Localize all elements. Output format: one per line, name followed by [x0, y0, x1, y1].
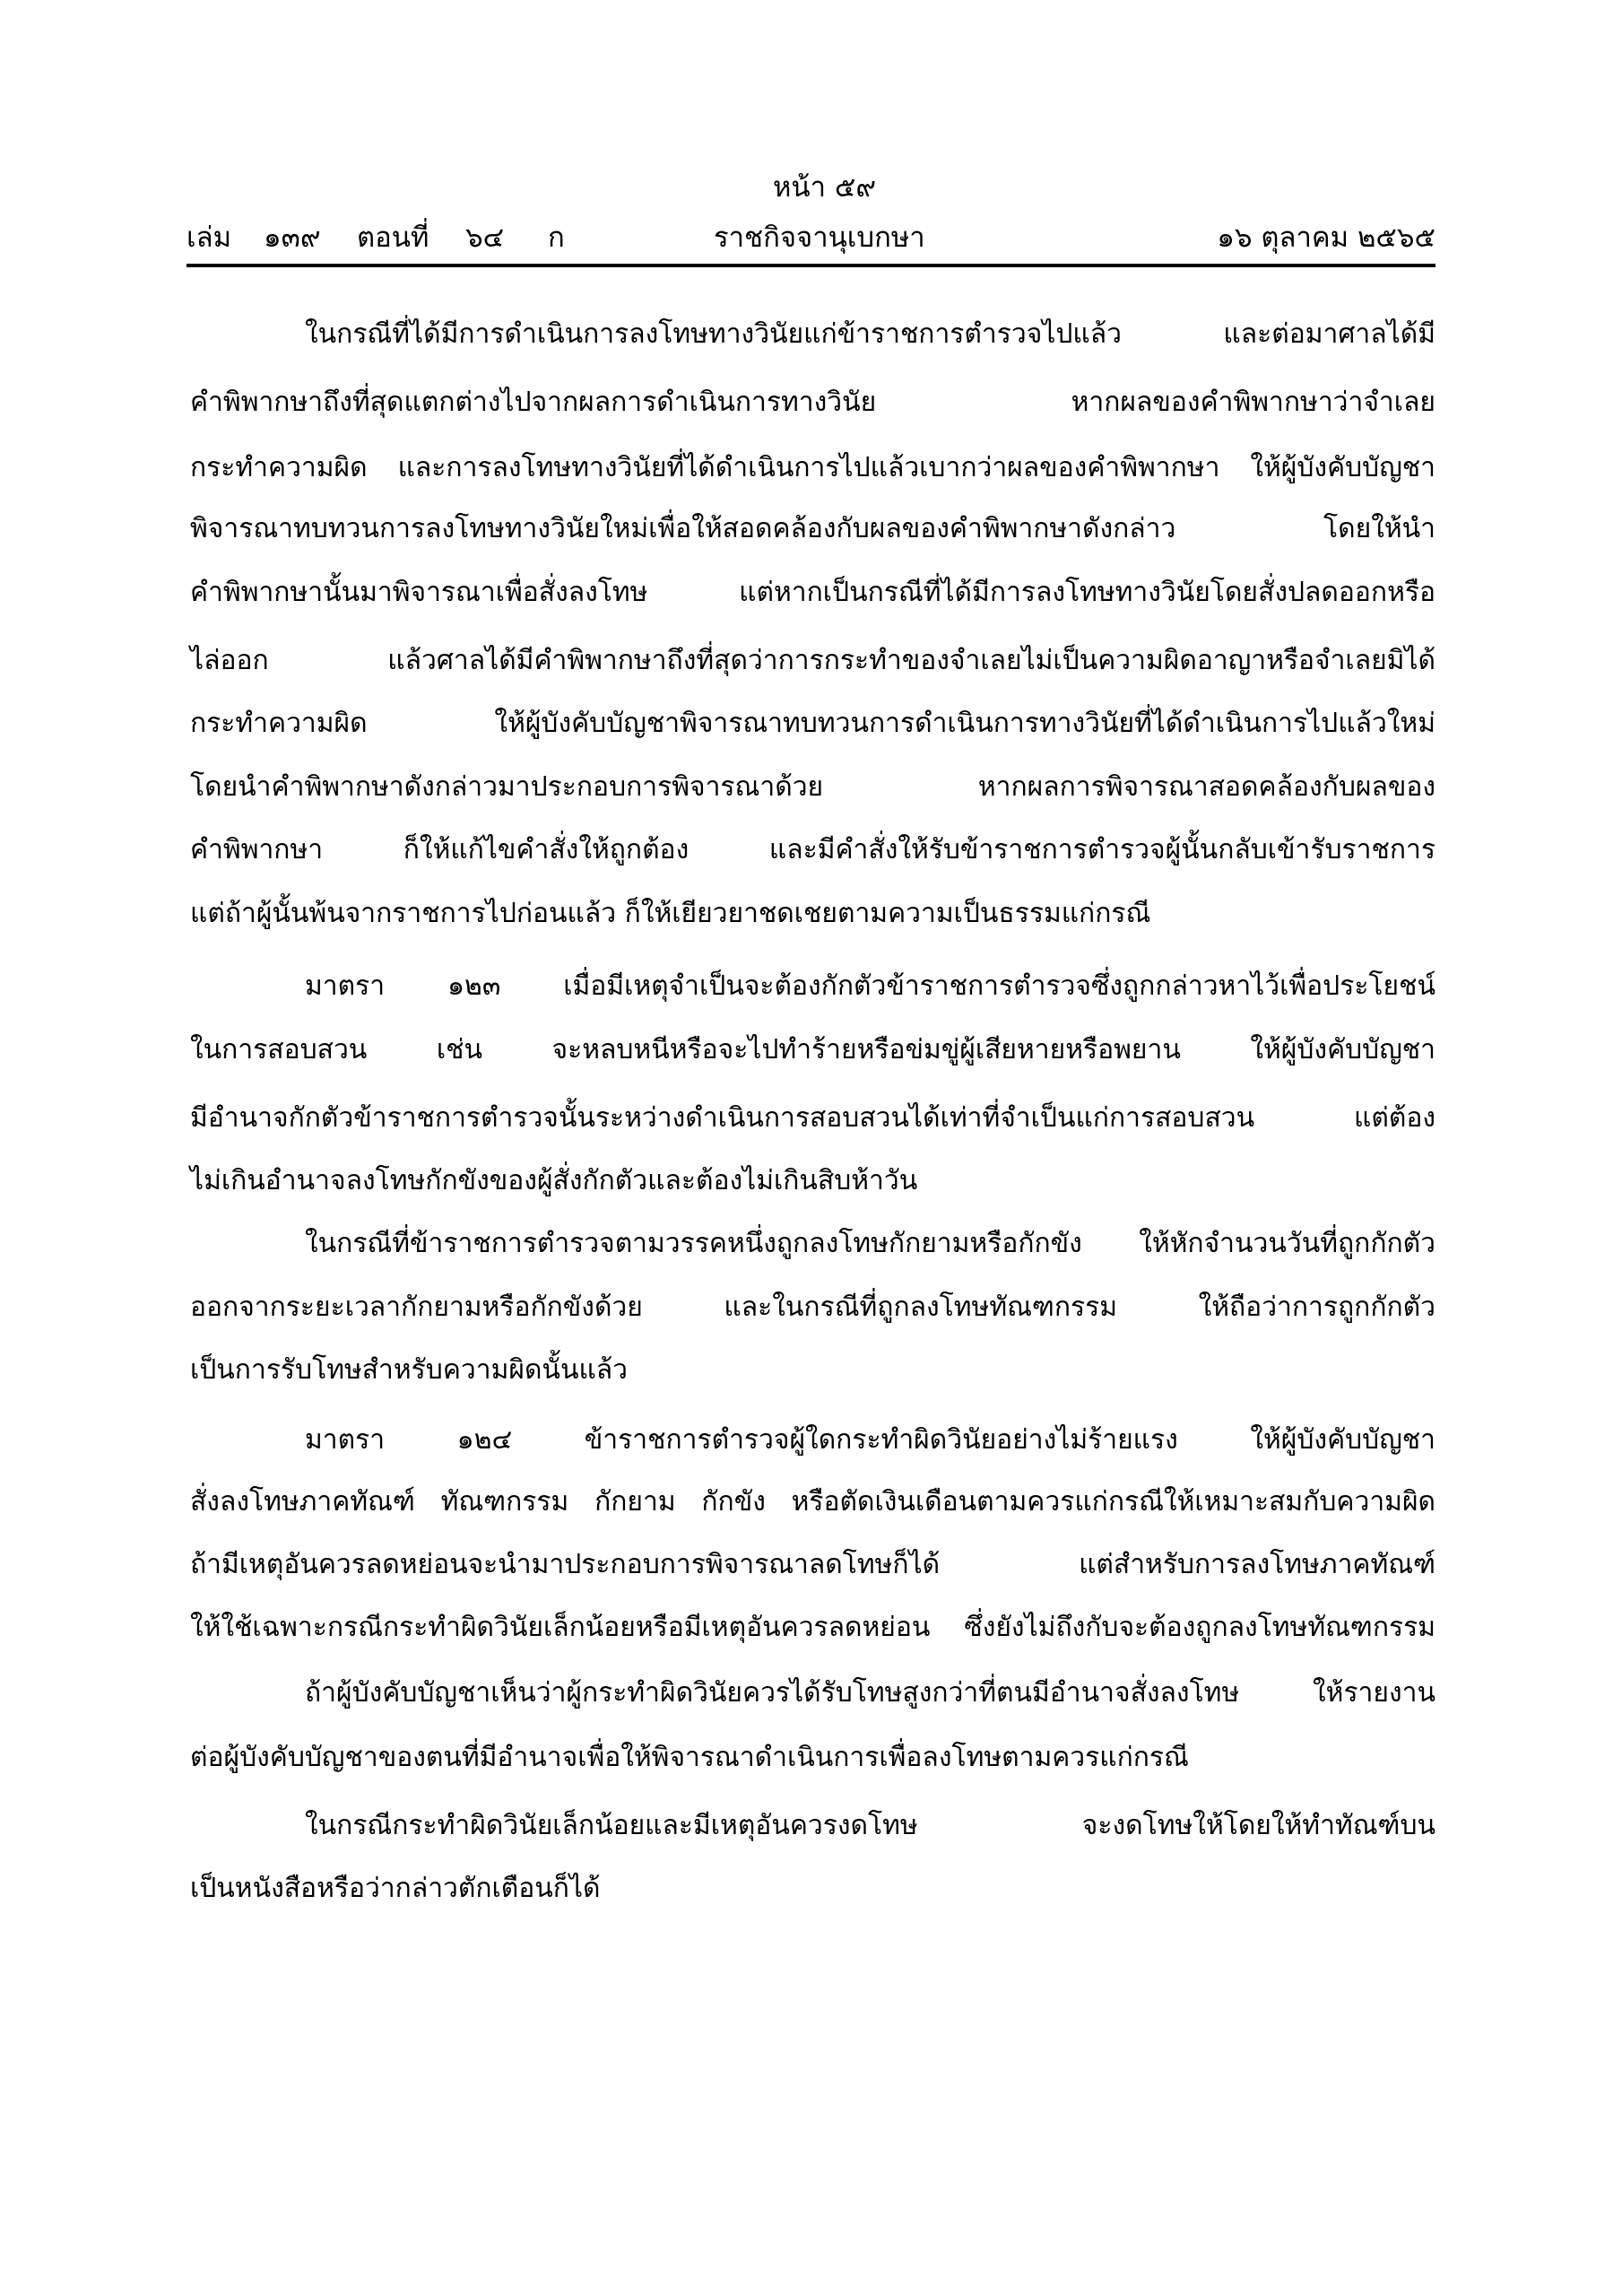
text-line: ในกรณีกระทำผิดวินัยเล็กน้อยและมีเหตุอันควรงดโทษ จะงดโทษให้โดยให้ทำทัณฑ์บน [305, 1810, 1436, 1841]
text-line: แต่ถ้าผู้นั้นพ้นจากราชการไปก่อนแล้ว ก็ให้เยียวยาชดเชยตามความเป็นธรรมแก่กรณี [190, 898, 1151, 929]
text-line: ถ้ามีเหตุอันควรลดหย่อนจะนำมาประกอบการพิจารณาลดโทษก็ได้ แต่สำหรับการลงโทษภาคทัณฑ์ [190, 1549, 1436, 1580]
text-line: ไล่ออก แล้วศาลได้มีคำพิพากษาถึงที่สุดว่าการกระทำของจำเลยไม่เป็นความผิดอาญาหรือจำเลยมิได้ [190, 645, 1436, 676]
volume-label: เล่ม [186, 222, 232, 254]
issue-label: ตอนที่ [357, 222, 429, 254]
issue-section: ก [548, 222, 565, 254]
page-number: หน้า ๕๙ [773, 171, 877, 204]
text-line: เป็นการรับโทษสำหรับความผิดนั้นแล้ว [190, 1354, 629, 1386]
text-line: เป็นหนังสือหรือว่ากล่าวตักเตือนก็ได้ [190, 1873, 601, 1904]
text-line: ให้ใช้เฉพาะกรณีกระทำผิดวินัยเล็กน้อยหรือมีเหตุอันควรลดหย่อน ซึ่งยังไม่ถึงกับจะต้องถูกลงโทษทัณฑกรรม [190, 1612, 1436, 1643]
text-line: มีอำนาจกักตัวข้าราชการตำรวจนั้นระหว่างดำเนินการสอบสวนได้เท่าที่จำเป็นแก่การสอบสวน แต่ต้อง [190, 1102, 1436, 1134]
text-line: ในกรณีที่ข้าราชการตำรวจตามวรรคหนึ่งถูกลงโทษกักยามหรือกักขัง ให้หักจำนวนวันที่ถูกกักตัว [305, 1228, 1436, 1259]
text-line: คำพิพากษานั้นมาพิจารณาเพื่อสั่งลงโทษ แต่หากเป็นกรณีที่ได้มีการลงโทษทางวินัยโดยสั่งปลดออกหรือ [190, 577, 1436, 608]
publication-title: ราชกิจจานุเบกษา [714, 222, 925, 254]
text-line: คำพิพากษาถึงที่สุดแตกต่างไปจากผลการดำเนินการทางวินัย หากผลของคำพิพากษาว่าจำเลย [190, 387, 1436, 418]
text-line: ไม่เกินอำนาจลงโทษกักขังของผู้สั่งกักตัวและต้องไม่เกินสิบห้าวัน [190, 1165, 918, 1196]
issue-number: ๖๔ [465, 222, 505, 254]
text-line: ต่อผู้บังคับบัญชาของตนที่มีอำนาจเพื่อให้พิจารณาดำเนินการเพื่อลงโทษตามควรแก่กรณี [190, 1742, 1189, 1773]
publication-date: ๑๖ ตุลาคม ๒๕๖๕ [1217, 222, 1436, 254]
text-line: สั่งลงโทษภาคทัณฑ์ ทัณฑกรรม กักยาม กักขัง หรือตัดเงินเดือนตามควรแก่กรณีให้เหมาะสมกับความผิด [190, 1486, 1436, 1518]
text-line: ถ้าผู้บังคับบัญชาเห็นว่าผู้กระทำผิดวินัยควรได้รับโทษสูงกว่าที่ตนมีอำนาจสั่งลงโทษ ให้รายงาน [305, 1677, 1436, 1709]
text-line: ในกรณีที่ได้มีการดำเนินการลงโทษทางวินัยแก่ข้าราชการตำรวจไปแล้ว และต่อมาศาลได้มี [305, 318, 1436, 350]
header-rule [186, 264, 1436, 267]
volume-number: ๑๓๙ [264, 222, 321, 254]
text-line: คำพิพากษา ก็ให้แก้ไขคำสั่งให้ถูกต้อง และมีคำสั่งให้รับข้าราชการตำรวจผู้นั้นกลับเข้ารับราชการ [190, 834, 1436, 865]
text-line: ในการสอบสวน เช่น จะหลบหนีหรือจะไปทำร้ายหรือข่มขู่ผู้เสียหายหรือพยาน ให้ผู้บังคับบัญชา [190, 1034, 1436, 1065]
text-line: กระทำความผิด ให้ผู้บังคับบัญชาพิจารณาทบทวนการดำเนินการทางวินัยที่ได้ดำเนินการไปแล้วใหม่ [190, 708, 1436, 739]
text-line: กระทำความผิด และการลงโทษทางวินัยที่ได้ดำเนินการไปแล้วเบากว่าผลของคำพิพากษา ให้ผู้บังคับบัญชา [190, 452, 1436, 483]
text-line: พิจารณาทบทวนการลงโทษทางวินัยใหม่เพื่อให้สอดคล้องกับผลของคำพิพากษาดังกล่าว โดยให้นำ [190, 513, 1436, 544]
text-line: มาตรา ๑๒๔ ข้าราชการตำรวจผู้ใดกระทำผิดวินัยอย่างไม่ร้ายแรง ให้ผู้บังคับบัญชา [305, 1424, 1436, 1456]
text-line: มาตรา ๑๒๓ เมื่อมีเหตุจำเป็นจะต้องกักตัวข้าราชการตำรวจซึ่งถูกกล่าวหาไว้เพื่อประโยชน์ [305, 970, 1436, 1002]
text-line: ออกจากระยะเวลากักยามหรือกักขังด้วย และในกรณีที่ถูกลงโทษทัณฑกรรม ให้ถือว่าการถูกกักตัว [190, 1292, 1436, 1323]
text-line: โดยนำคำพิพากษาดังกล่าวมาประกอบการพิจารณาด้วย หากผลการพิจารณาสอดคล้องกับผลของ [190, 771, 1436, 803]
